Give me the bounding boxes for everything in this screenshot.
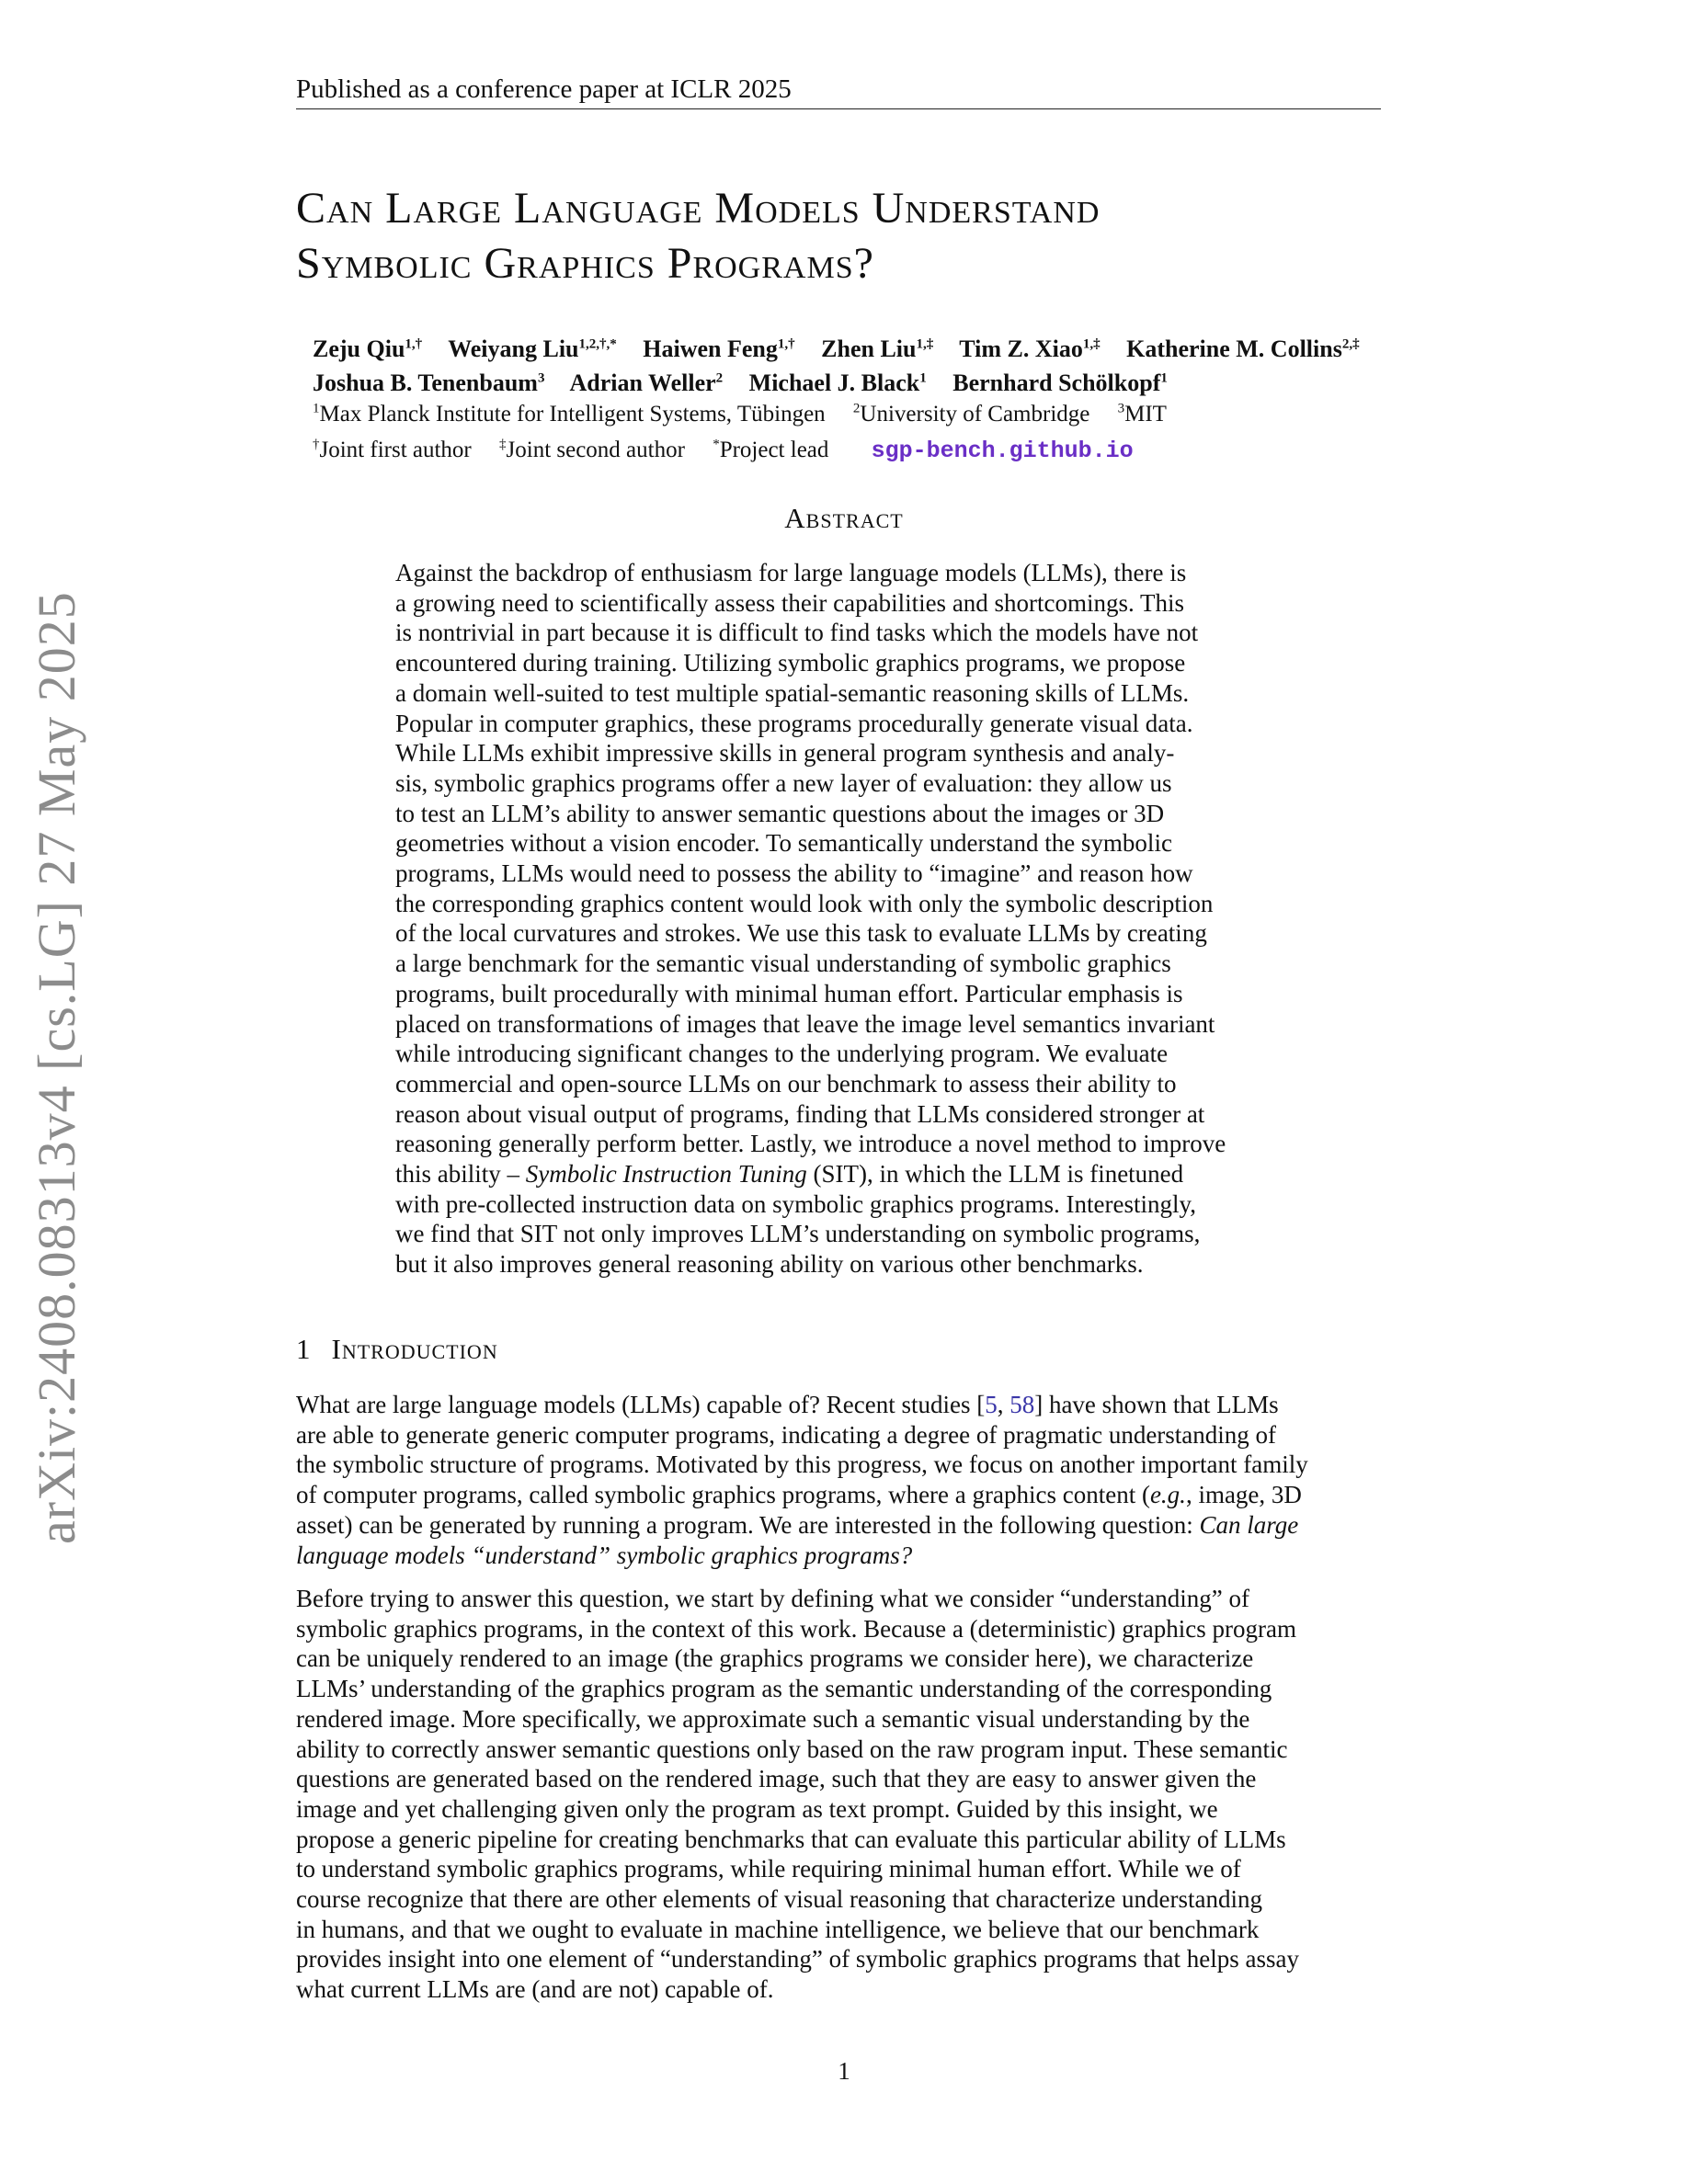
running-header [296, 72, 1381, 109]
footnote-sup: * [713, 437, 720, 452]
author-name: Zeju Qiu [313, 335, 405, 362]
author [448, 336, 617, 362]
abstract-line: of the local curvatures and strokes. We use this task to evaluate LLMs by creating [395, 919, 1207, 948]
paragraph-line: what current LLMs are (and are not) capable of. [296, 1975, 774, 2004]
paragraph-line: Before trying to answer this question, we start by defining what we consider “understanding” of [296, 1585, 1249, 1612]
abstract-emphasis: Symbolic Instruction Tuning [525, 1160, 807, 1189]
paragraph-emphasis: Can large [1199, 1510, 1299, 1539]
paragraph-emphasis: language models “understand” symbolic graphics programs? [296, 1541, 913, 1569]
footnote-mark [499, 438, 685, 462]
abstract-line: a domain well-suited to test multiple spatial-semantic reasoning skills of LLMs. [395, 678, 1190, 707]
intro-paragraph-2 [296, 1584, 1381, 2005]
abstract-line: while introducing significant changes to the underlying program. We evaluate [395, 1040, 1169, 1068]
paragraph-text: ] have shown that LLMs [1034, 1391, 1279, 1418]
paragraph-line: to understand symbolic graphics programs, while requiring minimal human effort. While we of [296, 1855, 1241, 1883]
project-link[interactable]: sgp-bench.github.io [871, 437, 1134, 464]
abstract-line: is nontrivial in part because it is difficult to find tasks which the models have not [395, 619, 1199, 647]
paragraph-line: course recognize that there are other elements of visual reasoning that characterize understanding [296, 1885, 1263, 1914]
title-line-1: Can Large Language Models Understand [296, 184, 1101, 233]
footnote-mark [313, 438, 472, 462]
author [749, 370, 927, 396]
author-sup: 1 [1160, 370, 1168, 386]
paper-title [296, 181, 1381, 291]
author-name: Michael J. Black [748, 370, 920, 397]
author-sup: 1,‡ [1082, 336, 1101, 351]
affiliation-sup: 2 [852, 402, 861, 416]
author [313, 336, 422, 362]
paragraph-line [296, 1510, 1381, 1541]
abstract-line: sis, symbolic graphics programs offer a new layer of evaluation: they allow us [395, 768, 1172, 797]
paragraph-line [296, 1480, 1381, 1510]
author-sup: 1,2,†,* [578, 336, 617, 351]
author-name: Haiwen Feng [643, 335, 778, 362]
author [643, 336, 794, 362]
author-sup: 3 [537, 370, 545, 386]
paragraph-line: can be uniquely rendered to an image (the graphics programs we consider here), we characterize [296, 1644, 1254, 1673]
author [313, 370, 544, 396]
paragraph-text: of computer programs, called symbolic graphics programs, where a graphics content ( [296, 1481, 1150, 1509]
abstract-text: (SIT), in which the LLM is finetuned [806, 1160, 1184, 1189]
abstract-line: but it also improves general reasoning ability on various other benchmarks. [395, 1250, 1144, 1279]
author [1126, 336, 1359, 362]
affiliation-text: University of Cambridge [860, 402, 1090, 427]
author-sup: 2 [715, 370, 724, 386]
abstract-line: we find that SIT not only improves LLM’s understanding on symbolic programs, [395, 1220, 1201, 1248]
abstract-line: Against the backdrop of enthusiasm for large language models (LLMs), there is [395, 559, 1187, 586]
abstract-heading: Abstract [784, 502, 904, 534]
footnote-text: Joint first author [319, 437, 472, 462]
footnote-mark [713, 438, 828, 462]
abstract-line: geometries without a vision encoder. To semantically understand the symbolic [395, 829, 1172, 858]
author-row-1 [313, 329, 1397, 364]
page-number: 1 [838, 2057, 850, 2085]
affiliation-row-1 [313, 394, 1397, 429]
abstract-line: Popular in computer graphics, these programs procedurally generate visual data. [395, 709, 1193, 737]
paragraph-text: What are large language models (LLMs) capable of? Recent studies [ [296, 1391, 986, 1418]
affiliation [1118, 402, 1167, 427]
paragraph-text: asset) can be generated by running a program. We are interested in the following question: [296, 1510, 1200, 1539]
paragraph-line: ability to correctly answer semantic questions only based on the raw program input. These semantic [296, 1735, 1288, 1763]
author [959, 336, 1100, 362]
abstract-line: commercial and open-source LLMs on our benchmark to assess their ability to [395, 1069, 1177, 1098]
paragraph-line: in humans, and that we ought to evaluate in machine intelligence, we believe that our benchmark [296, 1915, 1260, 1943]
affiliation-sup: 3 [1117, 402, 1125, 416]
author [821, 336, 933, 362]
header-text: Published as a conference paper at ICLR 2025 [296, 74, 792, 104]
affiliation [313, 402, 826, 427]
author-name: Weiyang Liu [448, 335, 579, 362]
abstract-line: reasoning generally perform better. Lastly, we introduce a novel method to improve [395, 1130, 1226, 1158]
section-heading [296, 1333, 498, 1366]
affiliation [853, 402, 1089, 427]
paragraph-text: , [997, 1391, 1010, 1418]
title-line-2: Symbolic Graphics Programs? [296, 239, 874, 288]
author [570, 370, 724, 396]
arxiv-stamp: arXiv:2408.08313v4 [cs.LG] 27 May 2025 [27, 591, 86, 1544]
paragraph-line: rendered image. More specifically, we approximate such a semantic visual understanding by the [296, 1704, 1250, 1733]
abstract-body [395, 558, 1287, 1280]
author-name: Zhen Liu [821, 335, 917, 362]
author-sup: 2,‡ [1341, 336, 1360, 351]
abstract-line [395, 1159, 1287, 1189]
paragraph-text: , image, 3D [1185, 1481, 1302, 1509]
abstract-line: the corresponding graphics content would look with only the symbolic description [395, 889, 1214, 917]
abstract-line: a large benchmark for the semantic visual understanding of symbolic graphics [395, 950, 1171, 978]
paragraph-line: symbolic graphics programs, in the context of this work. Because a (deterministic) graphics program [296, 1614, 1296, 1643]
abstract-text: this ability – [395, 1160, 526, 1189]
intro-paragraph-1 [296, 1390, 1381, 1570]
section-title: Introduction [331, 1333, 498, 1365]
paragraph-line: are able to generate generic computer programs, indicating a degree of pragmatic understanding of [296, 1420, 1277, 1449]
footnote-sup: ‡ [499, 437, 507, 452]
author-sup: 1,† [405, 336, 423, 351]
abstract-line: with pre-collected instruction data on symbolic graphics programs. Interestingly, [395, 1189, 1197, 1218]
paragraph-line [296, 1541, 1381, 1571]
paragraph-emphasis: e.g. [1149, 1481, 1186, 1509]
affiliation-text: Max Planck Institute for Intelligent Systems, Tübingen [319, 402, 826, 427]
author-row-2 [313, 364, 1397, 399]
author-name: Adrian Weller [569, 370, 716, 397]
author-name: Joshua B. Tenenbaum [313, 370, 538, 397]
paragraph-line: questions are generated based on the rendered image, such that they are easy to answer given the [296, 1765, 1257, 1793]
footnote-text: Project lead [719, 437, 829, 462]
paragraph-line: image and yet challenging given only the program as text prompt. Guided by this insight, we [296, 1794, 1218, 1823]
author-name: Tim Z. Xiao [959, 335, 1083, 362]
author-sup: 1,† [777, 336, 795, 351]
footnote-sup: † [313, 437, 320, 452]
section-number: 1 [296, 1333, 312, 1365]
paragraph-line: provides insight into one element of “understanding” of symbolic graphics programs that helps assay [296, 1945, 1300, 1974]
paragraph-line: the symbolic structure of programs. Motivated by this progress, we focus on another important family [296, 1450, 1308, 1479]
abstract-line: programs, built procedurally with minimal human effort. Particular emphasis is [395, 979, 1183, 1007]
affiliation-row-2 [313, 429, 1397, 465]
affiliation-text: MIT [1124, 402, 1167, 427]
author-sup: 1 [919, 370, 927, 386]
abstract-line: to test an LLM’s ability to answer semantic questions about the images or 3D [395, 799, 1165, 827]
abstract-line: encountered during training. Utilizing symbolic graphics programs, we propose [395, 649, 1186, 677]
affiliation-sup: 1 [313, 402, 320, 416]
author-sup: 1,‡ [916, 336, 934, 351]
footnote-text: Joint second author [506, 437, 685, 462]
affiliations [313, 394, 1397, 466]
citation-link[interactable]: 58 [1009, 1391, 1035, 1418]
paragraph-line [296, 1390, 1381, 1420]
abstract-line: a growing need to scientifically assess their capabilities and shortcomings. This [395, 588, 1185, 617]
author-name: Katherine M. Collins [1126, 335, 1342, 362]
citation-link[interactable]: 5 [985, 1391, 998, 1418]
abstract-line: While LLMs exhibit impressive skills in general program synthesis and analy- [395, 739, 1175, 768]
author [952, 370, 1168, 396]
abstract-line: programs, LLMs would need to possess the ability to “imagine” and reason how [395, 859, 1193, 888]
abstract-line: placed on transformations of images that leave the image level semantics invariant [395, 1009, 1215, 1038]
author-name: Bernhard Schölkopf [952, 370, 1161, 397]
paragraph-line: propose a generic pipeline for creating benchmarks that can evaluate this particular ability of LLMs [296, 1825, 1286, 1853]
paragraph-line: LLMs’ understanding of the graphics program as the semantic understanding of the corresponding [296, 1675, 1272, 1703]
author-list [313, 329, 1397, 398]
abstract-line: reason about visual output of programs, finding that LLMs considered stronger at [395, 1099, 1205, 1128]
